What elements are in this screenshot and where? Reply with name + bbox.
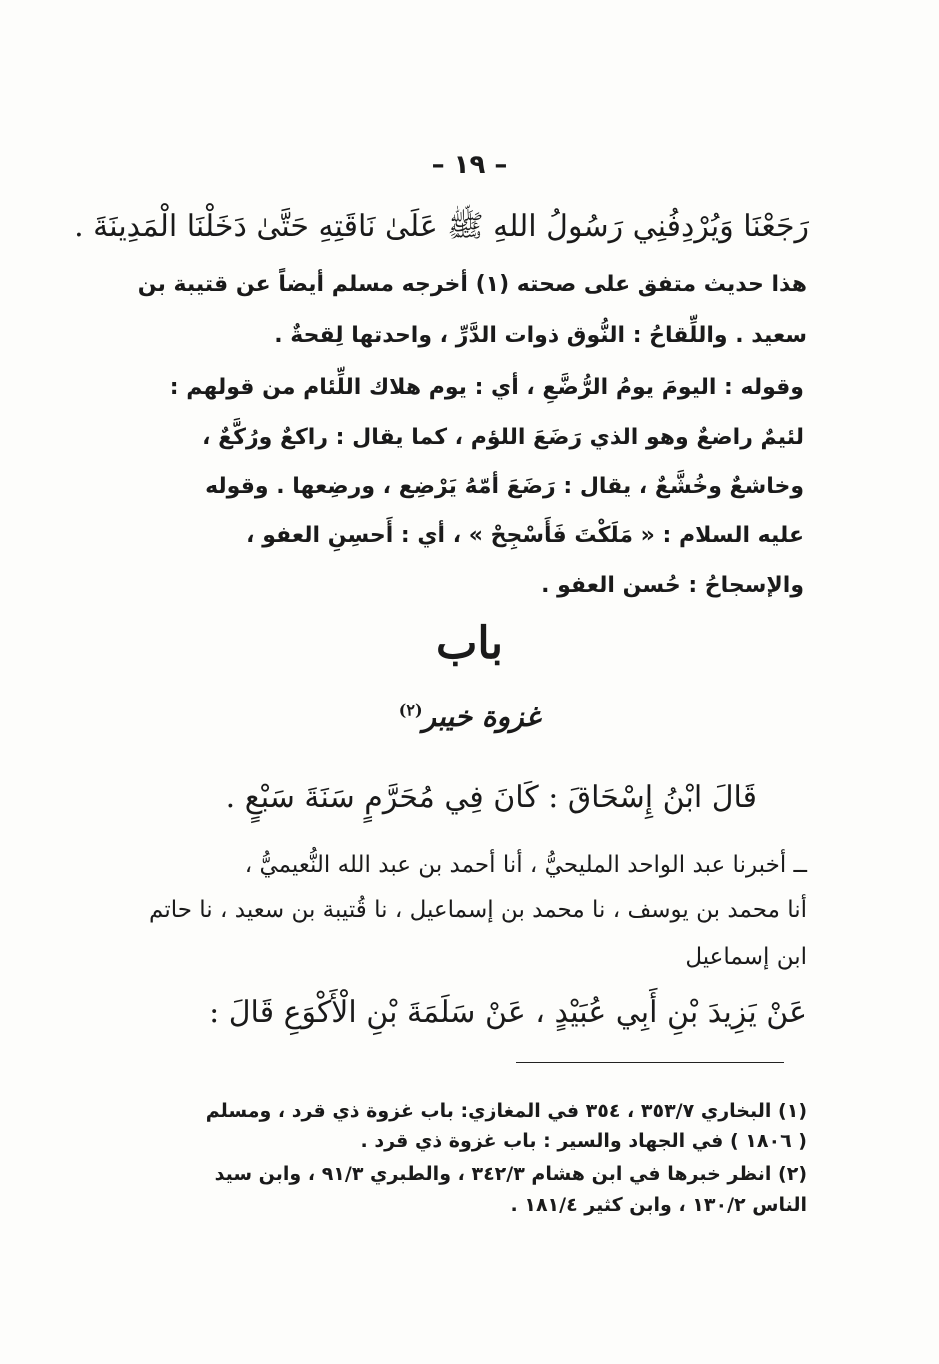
footnote-line: ( ١٨٠٦ ) في الجهاد والسير : باب غزوة ذي قرد . [360,1130,807,1152]
explanation-line: عليه السلام : « مَلَكْتَ فَأَسْجِحْ » ، أي : أَحسِنِ العفو ، [246,523,804,548]
explanation-line: والإسجاحُ : حُسن العفو . [541,573,804,598]
section-title [0,700,939,733]
explanation-line: وخاشعٌ وخُشَّعٌ ، يقال : رَضَعَ أمّهُ يَرْضِع ، ورضِعها . وقوله [205,474,804,499]
isnad-line: ــ أخبرنا عبد الواحد المليحيُّ ، أنا أحمد بن عبد الله النُّعيميُّ ، [244,852,807,878]
explanation-line: لئيمٌ راضعٌ وهو الذي رَضَعَ اللؤم ، كما يقال : راكعٌ ورُكَّعٌ ، [202,425,804,450]
commentary-line: سعيد . واللِّقاحُ : النُّوق ذوات الدَّرِّ ، واحدتها لِقحةٌ . [274,323,807,348]
footnote-divider [516,1062,784,1063]
top-verse-line: رَجَعْنَا وَيُرْدِفُنِي رَسُولُ اللهِ ﷺ عَلَىٰ نَاقَتِهِ حَتَّىٰ دَخَلْنَا الْمَدِينَةَ . [74,209,809,244]
page-number: – ١٩ – [431,150,508,180]
footnote-line: (٢) انظر خبرها في ابن هشام ٣٤٢/٣ ، والطبري ٩١/٣ ، وابن سيد [214,1163,807,1185]
commentary-line: هذا حديث متفق على صحته (١) أخرجه مسلم أيضاً عن قتيبة بن [137,272,807,297]
footnote-marker: (٢) [398,700,423,720]
isnad-line: ابن إسماعيل [685,944,807,970]
ibn-ishaq-line: قَالَ ابْنُ إِسْحَاقَ : كَانَ فِي مُحَرَّمٍ سَنَةَ سَبْعٍ . [225,780,757,815]
chapter-heading: باب [435,618,504,669]
explanation-line: وقوله : اليومَ يومُ الرُّضَّعِ ، أي : يوم هلاك اللِّئام من قولهم : [169,375,804,400]
footnote-line: (١) البخاري ٣٥٣/٧ ، ٣٥٤ في المغازي: باب غزوة ذي قرد ، ومسلم [205,1100,807,1122]
isnad-line: أنا محمد بن يوسف ، نا محمد بن إسماعيل ، نا قُتيبة بن سعيد ، نا حاتم [149,897,807,923]
footnote-line: الناس ١٣٠/٢ ، وابن كثير ١٨١/٤ . [510,1194,807,1216]
narration-line: عَنْ يَزِيدَ بْنِ أَبِي عُبَيْدٍ ، عَنْ سَلَمَةَ بْنِ الْأَكْوَعِ قَالَ : [209,995,807,1030]
section-title-text: غزوة خيبر [422,700,541,733]
